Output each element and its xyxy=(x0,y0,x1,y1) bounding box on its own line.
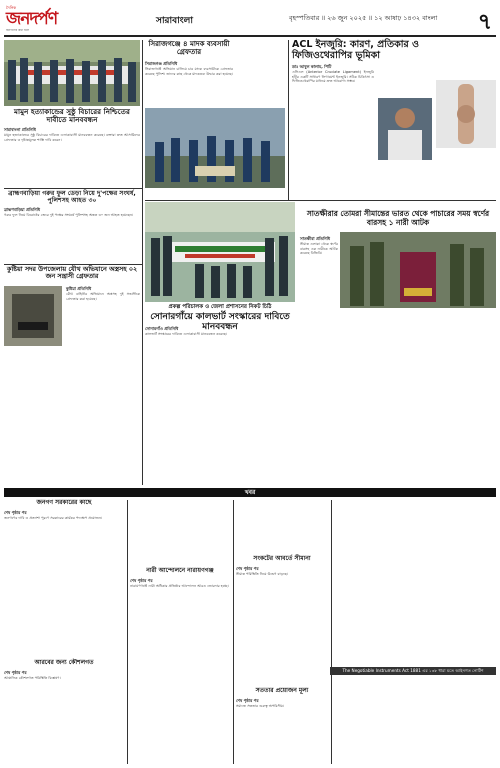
mamun-body-text: মামুন হত্যাকান্ডের সুষ্ঠু বিচারের দাবিতে এলাকাবাসী মানববন্ধন করেছে। বক্তারা দ্রুত আসামিদের গ্রেফতার ও দৃষ্টান্তমূলক শাস্তি দাবি করেন। xyxy=(4,133,140,142)
masthead xyxy=(4,3,496,37)
dateline: বৃহস্পতিবার ॥ ২৬ জুন ২০২৫ ॥ ১২ আষাঢ় ১৪৩২ বাংলা xyxy=(289,14,438,22)
sonargaon-headline: সোনারগাঁয়ে কালভার্ট সংস্কারের দাবিতে মানববন্ধন xyxy=(150,312,290,333)
legal-notice-ad-header: The Negotiable Instruments Act 1881 এর ১৩৮ ধারা মতে আইনগত নোটিশ xyxy=(330,667,496,675)
sonargaon-body-text: কালভার্ট সংস্কারের দাবিতে এলাকাবাসী মানববন্ধন করেছে। xyxy=(145,332,228,336)
satkhira-body xyxy=(300,242,338,312)
lower-col4 xyxy=(334,500,496,664)
column-rule xyxy=(233,500,234,764)
newspaper-logo xyxy=(6,5,74,35)
kushtia-photo xyxy=(4,286,62,346)
kushtia-byline: কুষ্টিয়া প্রতিনিধি xyxy=(66,286,92,291)
section-name: সারাবাংলা xyxy=(156,16,193,26)
mamun-byline: সারাবাংলা প্রতিনিধি xyxy=(4,127,36,132)
column-rule xyxy=(142,40,143,485)
sonargaon-photo xyxy=(145,202,295,302)
acl-body-text: এসিএল (Anterior Cruciate Ligament) ইনজুরি হাঁটুর একটি সাধারণ লিগামেন্ট ইনজুরি। সঠিক চিকিৎসা ও ফিজিওথেরাপির মাধ্যমে দ্রুত আরোগ্য সম্ভব। xyxy=(292,70,374,84)
public-byline: শেষ পৃষ্ঠার পর xyxy=(4,510,27,515)
border-body xyxy=(236,572,328,666)
sonargaon-body xyxy=(145,332,295,382)
border-byline: শেষ পৃষ্ঠার পর xyxy=(236,566,259,571)
kushtia-body xyxy=(66,292,140,382)
honesty-headline: সততার প্রয়োজন মূল্য xyxy=(255,687,309,694)
nari-byline: শেষ পৃষ্ঠার পর xyxy=(130,578,153,583)
logo-title: জনদর্পণ xyxy=(6,9,58,29)
mamun-photo xyxy=(4,40,140,106)
border-body-text: সীমান্ত পরিস্থিতি নিয়ে উদ্বেগ বাড়ছে। xyxy=(236,572,289,576)
public-headline: জনগণ সরকারের কাছে xyxy=(36,499,92,506)
sonargaon-byline: সোনারগাঁও প্রতিনিধি xyxy=(145,326,179,331)
column-rule xyxy=(288,40,289,200)
emergency-byline: শেষ পৃষ্ঠার পর xyxy=(4,670,27,675)
sonargaon-kicker: প্রকল্প পরিচালক ও জেলা প্রশাসনের নিকট চিঠি xyxy=(168,304,272,310)
emergency-body-text: আঞ্চলিক কৌশলগত পরিস্থিতি বিশ্লেষণ। xyxy=(4,676,61,680)
honesty-body-text: সমাজে সততার গুরুত্ব অপরিসীম। xyxy=(236,704,285,708)
kushtia-headline: কুষ্টিয়া সদর উপজেলায় যৌথ অভিযানে অস্ত্রসহ ০২ জন সন্ত্রাসী গ্রেফতার xyxy=(6,265,138,281)
nari-headline: নারী আন্দোলনে নারায়ণগঞ্জ xyxy=(146,567,214,574)
sirajganj-photo xyxy=(145,108,285,188)
column-rule xyxy=(331,500,332,764)
sirajganj-body-text: সিরাজগঞ্জে অভিযান চালিয়ে চার মাদক ব্যবসায়ীকে গ্রেফতার করেছে পুলিশ। তাদের কাছ থেকে মাদকদ্রব্য উদ্ধার করা হয়েছে। xyxy=(145,67,233,76)
acl-body xyxy=(292,70,374,188)
mamun-headline: মামুন হত্যাকান্ডের সুষ্ঠু বিচারের নিশ্চিতের দাবীতে মানববন্ধন xyxy=(14,107,130,125)
acl-headline: ACL ইনজুরি: কারণ, প্রতিকার ও ফিজিওথেরাপির ভূমিকা xyxy=(292,39,419,61)
emergency-headline: আরবের জন্য কৌশলগত xyxy=(34,659,94,666)
nari-body-text: নারায়ণগঞ্জে নারী অধিকার প্রতিষ্ঠার আন্দোলন আরও জোরদার হচ্ছে। xyxy=(130,584,229,588)
acl-byline: ডাঃ আবুল কালাম, পিটি xyxy=(292,64,332,69)
section-banner: খবর xyxy=(4,488,496,497)
border-headline: সংকটের আবর্তে সীমানা xyxy=(253,555,311,562)
acl-doctor-photo xyxy=(378,98,432,160)
legal-notice-body xyxy=(334,678,496,764)
brahmanbaria-body xyxy=(4,213,140,261)
honesty-byline: শেষ পৃষ্ঠার পর xyxy=(236,698,259,703)
acl-body-col2 xyxy=(436,152,496,202)
public-body xyxy=(4,516,124,656)
lower-col2-top xyxy=(130,500,230,564)
public-body-text: জনগণের দাবি ও প্রত্যাশা পূরণে সরকারের কার্যকর পদক্ষেপ প্রয়োজন। xyxy=(4,516,103,520)
logo-tagline: জনগণের কথা বলে xyxy=(6,28,30,32)
satkhira-body-text: সীমান্ত এলাকা থেকে স্বর্ণের বারসহ এক নারীকে আটক করেছে বিজিবি। xyxy=(300,242,338,256)
sirajganj-body xyxy=(145,67,233,105)
acl-knee-photo xyxy=(436,80,496,148)
page-number: ৭ xyxy=(477,9,492,35)
satkhira-body-cont xyxy=(300,312,496,382)
brahmanbaria-headline: ব্রাহ্মণবাড়িয়া গরুর ফুল ডেড়া নিয়ে দু'পক্ষের সংঘর্ষ, পুলিশসহ আহত ৩০ xyxy=(8,190,136,205)
satkhira-byline: সাতক্ষীরা প্রতিনিধি xyxy=(300,236,330,241)
brahmanbaria-body-text: গরুর ফুল নিয়ে বিরোধের জেরে দুই পক্ষের সংঘর্ষে পুলিশসহ অন্তত ৩০ জন আহত হয়েছেন। xyxy=(4,213,134,217)
column-rule xyxy=(127,500,128,764)
kushtia-body-text: যৌথ বাহিনীর অভিযানে অস্ত্রসহ দুই সন্ত্রাসীকে গ্রেফতার করা হয়েছে। xyxy=(66,292,140,301)
satkhira-photo xyxy=(340,232,496,308)
nari-body xyxy=(130,584,230,764)
row-rule xyxy=(4,188,142,189)
row-rule xyxy=(4,264,142,265)
mamun-body xyxy=(4,133,140,185)
row-rule xyxy=(145,200,496,201)
honesty-body xyxy=(236,704,328,764)
emergency-body xyxy=(4,676,124,764)
sirajganj-headline: সিরাজগঞ্জে ৪ মাদক ব্যবসায়ী গ্রেফতার xyxy=(148,40,230,57)
logo-kicker: দৈনিক xyxy=(6,5,17,10)
lower-col3-top xyxy=(236,500,328,552)
sirajganj-byline: সিরাজগঞ্জ প্রতিনিধি xyxy=(145,61,178,66)
satkhira-headline: সাতক্ষীরার তোমরা সীমান্তের ভারত থেকে পাচারের সময় স্বর্ণের বারসহ ১ নারী আটক xyxy=(306,209,490,227)
brahmanbaria-byline: ব্রাহ্মণবাড়িয়া প্রতিনিধি xyxy=(4,207,41,212)
